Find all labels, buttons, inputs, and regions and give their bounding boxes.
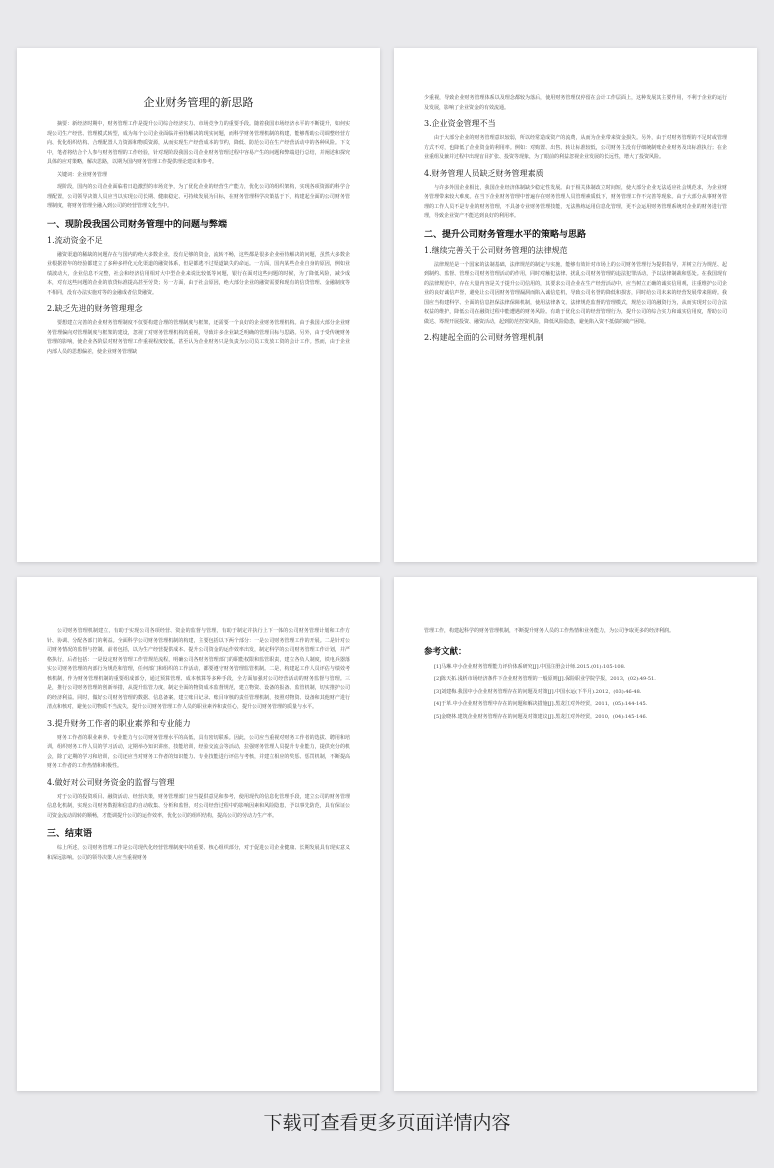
download-more-prompt[interactable]: 下载可查看更多页面详情内容	[263, 1112, 511, 1134]
paragraph: 摘要：新经济时期中，财务管理工作是提升公司综合经济实力、市场竞争力的重要手段。随着我国市场经济水平的不断提升，如何实现公司生产经营、管理模式转型，成为每个公司企业面临并亟待解决的现实问题，而科学财务管理机制的构建，能够帮助公司调整经营方向、优化组织结构、合理配置人力资源和物质资源，从而实现生产经营成本的节约，降低、防范公司在生产经营活动中的各种风险。下文中，笔者将结合个人参与财务管理的工作经验，针对现阶段我国公司企业财务管理过程中容易产生的问题和弊端进行总结，并阐述和探究具体的应对策略，解决思路，以期为国内财务管理工作提供理论建议和参考。	[47, 121, 350, 165]
paragraph: 由于大部分企业的财务管理意识较弱，所以经常造成资产的流费，从而为企业带来资金损失。另外，由于对财务管理的不足时或管理方式不对，也降低了企业资金的利用率。例如：对购置、出售、转让标准较低，公司财务主没有仔细统制账企业财务及出标准执行；在企业重组及兼并过程中出现盲目扩张、投资等现象，为了眼前的利益忽视企业发展的长远性，增大了投资风险。	[424, 135, 727, 160]
subsection-heading: 4.做好对公司财务资金的监督与管理	[47, 777, 175, 787]
subsection-heading: 3.企业资金管理不当	[424, 119, 496, 128]
reference-item: [5]金晓林.建筑企业财务管理存在的问题及对策建议[J].黑龙江对外经贸，2010，(04):145-146.	[434, 713, 648, 720]
subsection-heading: 3.提升财务工作者的职业素养和专业能力	[47, 718, 191, 728]
reference-item: [1]马琳.中小企业财务管理能力评价体系研究[J].中国注册会计师.2015.(01):105-108.	[434, 663, 626, 670]
page-title: 企业财务管理的新思路	[143, 96, 254, 109]
subsection-heading: 4.财务管理人员缺乏财务管理素质	[424, 168, 544, 178]
references-heading: 参考文献：	[424, 646, 467, 657]
subsection-heading: 2.构建起全面的公司财务管理机制	[424, 333, 544, 342]
paragraph: 管理工作，构建起科学的财务管理机制，不断提升财务人员的工作热情和业务能力，为公司争取更多的经济利润。	[424, 628, 675, 634]
paragraph: 公司财务管理机制建立，有助于实现公司各项经营、资金的监督与管理，有助于制定并执行上下一体的公司财务管理计划和工作方针、协调、分配各部门的利益。全面科学公司财务管理机制的构建，主要包括以下两个部分：一是公司财务管理工作的开展。二是针对公司财务情况的监督与控制。前者包括，以为生产经营提供成本、提升公司资金的运作效率出发，制定科学的公司财务管理工作计划，并严格执行，后者包括：一是设定财务管理工作管规范流程，明确公司各财务管理部门的职能权限和监管职责，建立各负人制度，铁电兵器落实公司财务管理的内部行为规范和管理，任何部门和组织的工作活动，都要遵守财务管理监管机制。二是，构建起工作人员评估与绩效考核机制，作为财务管理机制的重要组成部分，通过预算管理、成本核算等多种手段，全方面加强对公司经营活动的财务监督与管理。三是，推行公司财务管理的创新举措，从提升监管力度，制定全面的物资成本监督规范，建立物资、设备的报备、监管机制，切实推护公司的经济利益。同时，做好公司财务管理的数据、信息备案，建立账目记录、账目审核的责任管理机制，按照对物资、设备和其他财产进行清点和核对，避免公司物质不当流失，提升公司财务管理工作人员的职业素养和责任心，提升公司财务管理的质量与水平。	[47, 628, 350, 710]
document-page-1	[17, 48, 380, 562]
paragraph: 财务工作者的职业素养、专业能力与公司财务管理水平的高低，具有密切联系。因此，公司应当重视对财务工作者的选拔、聘用和培训，组织财务工作人员的学习活动，定期举办知识讲座，技能培训，经验交流会等活动，拉强财务管理人员提升专业能力，提供充分的机会，除了定期的学习和培训，公司还应当对财务工作者的知识能力、专业技能进行评估与考核，并建立相应的奖惩、惩罚机制，不断提高财务工作者的工作热情和积极性。	[47, 734, 350, 769]
subsection-heading: 2.缺乏先进的财务管理理念	[47, 304, 143, 313]
document-page-3	[17, 577, 380, 1091]
paragraph: 现阶段，国内的公司企业面临着日趋激烈的市场竞争，为了优化企业的经营生产能力，优化公司的组织架构，实现各项资源的科学合理配置，公司领导决策人员应当以实现公司长期、健康稳定、可持续发展为目标，在财务管理科学决策基于下，构建起全面的公司财务管理制度，将财务管理全融入到公司的经营管理文化当中。	[47, 184, 350, 209]
paragraph: 对于公司的投资项目、融资活动、经营决策，财务管理部门应当提供意见和参考，使用现代的信息化管理手段，建立公司的财务管理信息化机制，实现公司财务数据和信息的自动收集、分析和监督，对公司经营过程中的影响因素和风险隐患，予以事先防范，具有保证公司资金流动周转的顺畅，才能调提升公司的运作效率，优化公司的组织结构，提高公司的劳动力生产率。	[47, 793, 350, 819]
document-page-2	[394, 48, 757, 562]
section-heading: 三、结束语	[47, 829, 93, 839]
document-page-4	[394, 577, 757, 1091]
paragraph: 与许多外国企业相比，我国企业经济体制缺少稳定性发展。由于相关体制改立时间短，使大部分企业无法适应社会规范求，为企业财务管理带来较大难度。在当下企业财务管理中普遍存在财务管理人员管理素质低下，财务管理工作不完善等现象。由于大部分从事财务管理的工作人员不是专业的财务管理，不具备专业财务管理技能，无法熟练运用信息化管理，更不会运用财务管理系统对企业的财务进行管理，导致企业资产不能达到良好的利用率。	[424, 184, 727, 219]
section-heading: 二、提升公司财务管理水平的策略与思路	[424, 229, 587, 240]
paragraph: 融资渠道的稀缺的问题存在与国内的绝大多数企业，没有足够的资金，流转不畅，这些都是很多企业亟待解决的问题，虽然大多数企业根据着年的经验都建立了多种多样化元化渠道的融资体系，但是都逃不过渠道缺失的命运。一方面，国内某些企业自身的原因，例如业绩波动大，企业信息不完整，社会和经济信用相对大中型企业来说比较低等问题，银行在面对这些问题的时候，为了降低风险，减少成本，对有这些问题的企业的放贷标准提高甚至劳贷；另一方面，由于社会原因，绝大部分企业的融资需要和现有的信贷管理、金融制度等不相同，没有办法实施对等的金融成者信贷融资。	[47, 251, 350, 296]
paragraph: 要想建立完善的企业财务管理制度不仅要构建合理的管理制度与框架，还需要一个良好的企业财务管理机构。由于我国大部分企业财务管理偏向对管理制度与框架的建设，忽视了对财务管理机构的重视，导致许多企业缺乏明确的管理目标与思路。另外，由于受传统财务管理的影响，使企业各阶层对财务管理工作重视程度较低，甚至认为企业财务只是负责为公司员工发放工资的会计工作。然而，由于企业内部人员的思想偏差，使企业财务管理缺	[47, 320, 350, 355]
reference-item: [2]陈天拓.浅析市场经济条件下企业财务管理的一般原则[J].保险职业学院学报，2013，(02):49-51.	[434, 676, 656, 682]
paragraph: 少重视，导致企业财务管理体系以及理念都较为落后，使用财务管理仅停留在会计工作层面上，这种发展其主要作用，不利于企业的运行及发展，影响了企业资金的有效流通。	[424, 95, 727, 111]
subsection-heading: 1.流动资金不足	[47, 235, 103, 245]
reference-item: [4]于革.中小企业财务管理中存在的问题和解决措施[J].黑龙江对外经贸，2011，(05):144-145.	[434, 701, 648, 707]
subsection-heading: 1.继续完善关于公司财务管理的法律规范	[424, 245, 568, 255]
paragraph: 关键词：企业财务管理	[57, 171, 108, 178]
reference-item: [3]刘建梅.我国中小企业财务管理存在的问题及对策[J].中国水运(下半月).2012，(03):46-48.	[434, 688, 642, 695]
paragraph: 法律规范是一个国家的法制基础，法律规范的制定与实施，能够有效针对市场上的公司财务管理行为提供指导，并树立行为规范、起到制约、监督、管理公司财务管理活动的作用，同时对触犯法律、扰乱公司财务管理的违法犯罪活动，予以法律制裁和惩处。在我国现有的法律规范中，存在大量内容是关于提升公司信用的，其要求公司企业在生产经营活动中，应当树立正确的诚实信用观，注重维护公司企业的良好诚信声誉，避免让公司因财务管理漏洞而陷入诚信危机，导致公司名誉的降低和损害，同时给公司未来的经营发展带来阻碍。我国应当构建科学、全面的信息担保法律保障机制，使用法律条文、法律规范监督的管理模式，规范公司的融资行为，从而实现对公司合法权益的维护，降低公司在融资过程中能遭遇的财务风险。有助于优化公司的经营管理行为，提升公司的综合实力和诚实信用度，帮助公司做达、筹规开展投资、融资活动，起到防范控资风险，降低风险隐患，避免陷入资不抵债的破产困境。	[424, 261, 727, 325]
paragraph: 综上所述，公司财务管理工作是公司现代化经营管理制度中的重要、核心组织部分，对于促进公司企业健康、长期发展具有现实意义和深远影响。公司的领导决策人应当重视财务	[47, 845, 350, 861]
section-heading: 一、现阶段我国公司财务管理中的问题与弊端	[47, 219, 228, 230]
